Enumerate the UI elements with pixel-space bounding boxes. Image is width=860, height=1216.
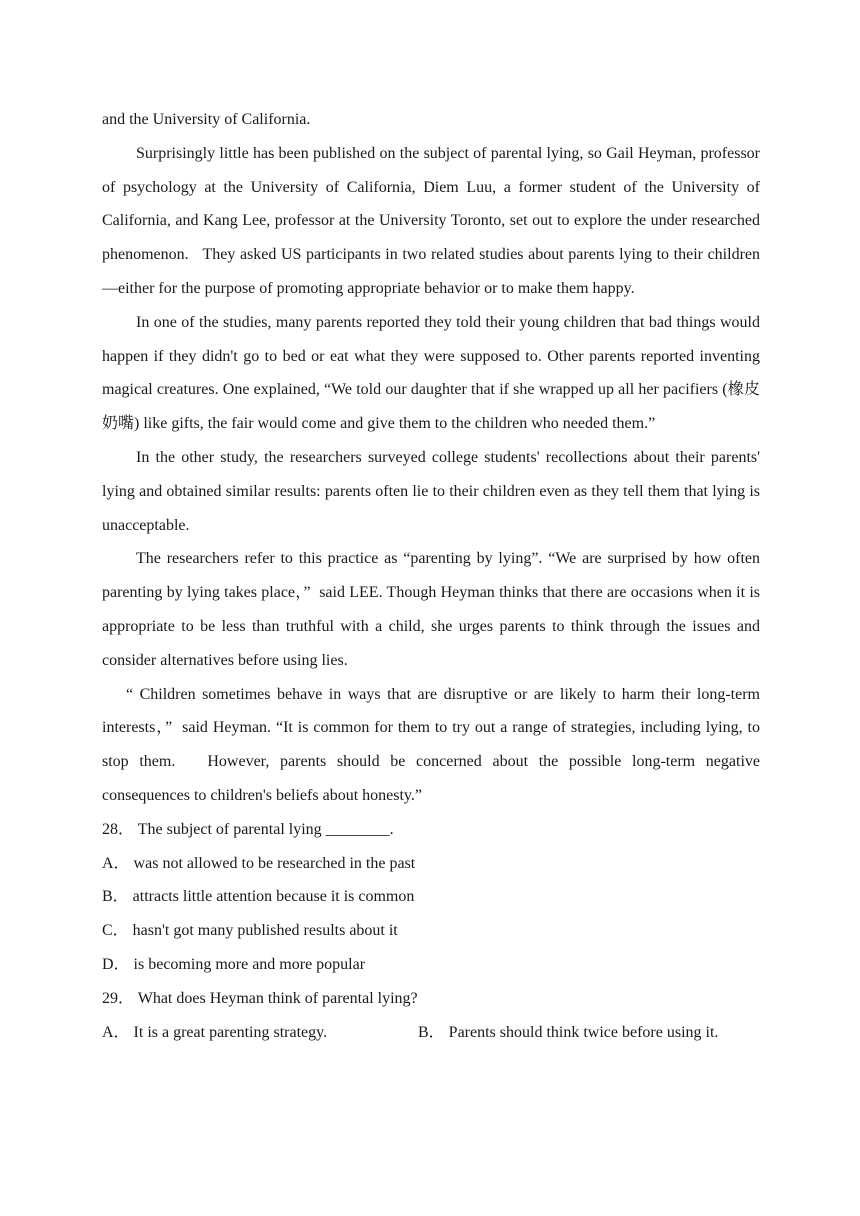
question-29-option-b: B． Parents should think twice before using it. <box>418 1023 719 1041</box>
paragraph-study-two: In the other study, the researchers surveyed college students' recollections about their parents' lying and obtained similar results: parents often lie to their children even as they tell them that lying is unacceptable. <box>102 448 760 534</box>
question-28-option-d: D． is becoming more and more popular <box>102 955 366 973</box>
paragraph-study-one: In one of the studies, many parents reported they told their young children that bad things would happen if they didn't go to bed or eat what they were supposed to. Other parents reported inventing magical creatures. One explained, “We told our daughter that if she wrapped up all her pacifiers (橡皮奶嘴) like gifts, the fair would come and give them to the children who needed them.” <box>102 313 760 433</box>
paragraph-heyman-quote: “ Children sometimes behave in ways that are disruptive or are likely to harm their long-term interests，” said Heyman. “It is common for them to try out a range of strategies, including lying, to stop them. However, parents should be concerned about the possible long-term negative consequences to children's beliefs about honesty.” <box>102 685 760 804</box>
paragraph-research-intro: Surprisingly little has been published on the subject of parental lying, so Gail Heyman, professor of psychology at the University of California, Diem Luu, a former student of the University of California, and Kang Lee, professor at the University Toronto, set out to explore the under researched phenomenon. They asked US participants in two related studies about parents lying to their children—either for the purpose of promoting appropriate behavior or to make them happy. <box>102 144 760 297</box>
question-29-option-a: A． It is a great parenting strategy. <box>102 1023 328 1041</box>
document-page <box>102 103 760 1049</box>
question-29-options-row <box>102 1016 760 1050</box>
question-28-option-a: A． was not allowed to be researched in the past <box>102 854 416 872</box>
paragraph-continuation: and the University of California. <box>102 111 311 128</box>
question-28-option-b: B． attracts little attention because it is common <box>102 888 415 906</box>
question-28-option-c: C． hasn't got many published results about it <box>102 922 398 940</box>
paragraph-parenting-by-lying: The researchers refer to this practice as “parenting by lying”. “We are surprised by how often parenting by lying takes place，” said LEE. Though Heyman thinks that there are occasions when it is appropriate to be less than truthful with a child, she urges parents to think through the issues and consider alternatives before using lies. <box>102 550 760 669</box>
question-28-stem: 28． The subject of parental lying ________. <box>102 820 394 838</box>
question-29-stem: 29． What does Heyman think of parental lying? <box>102 989 418 1007</box>
